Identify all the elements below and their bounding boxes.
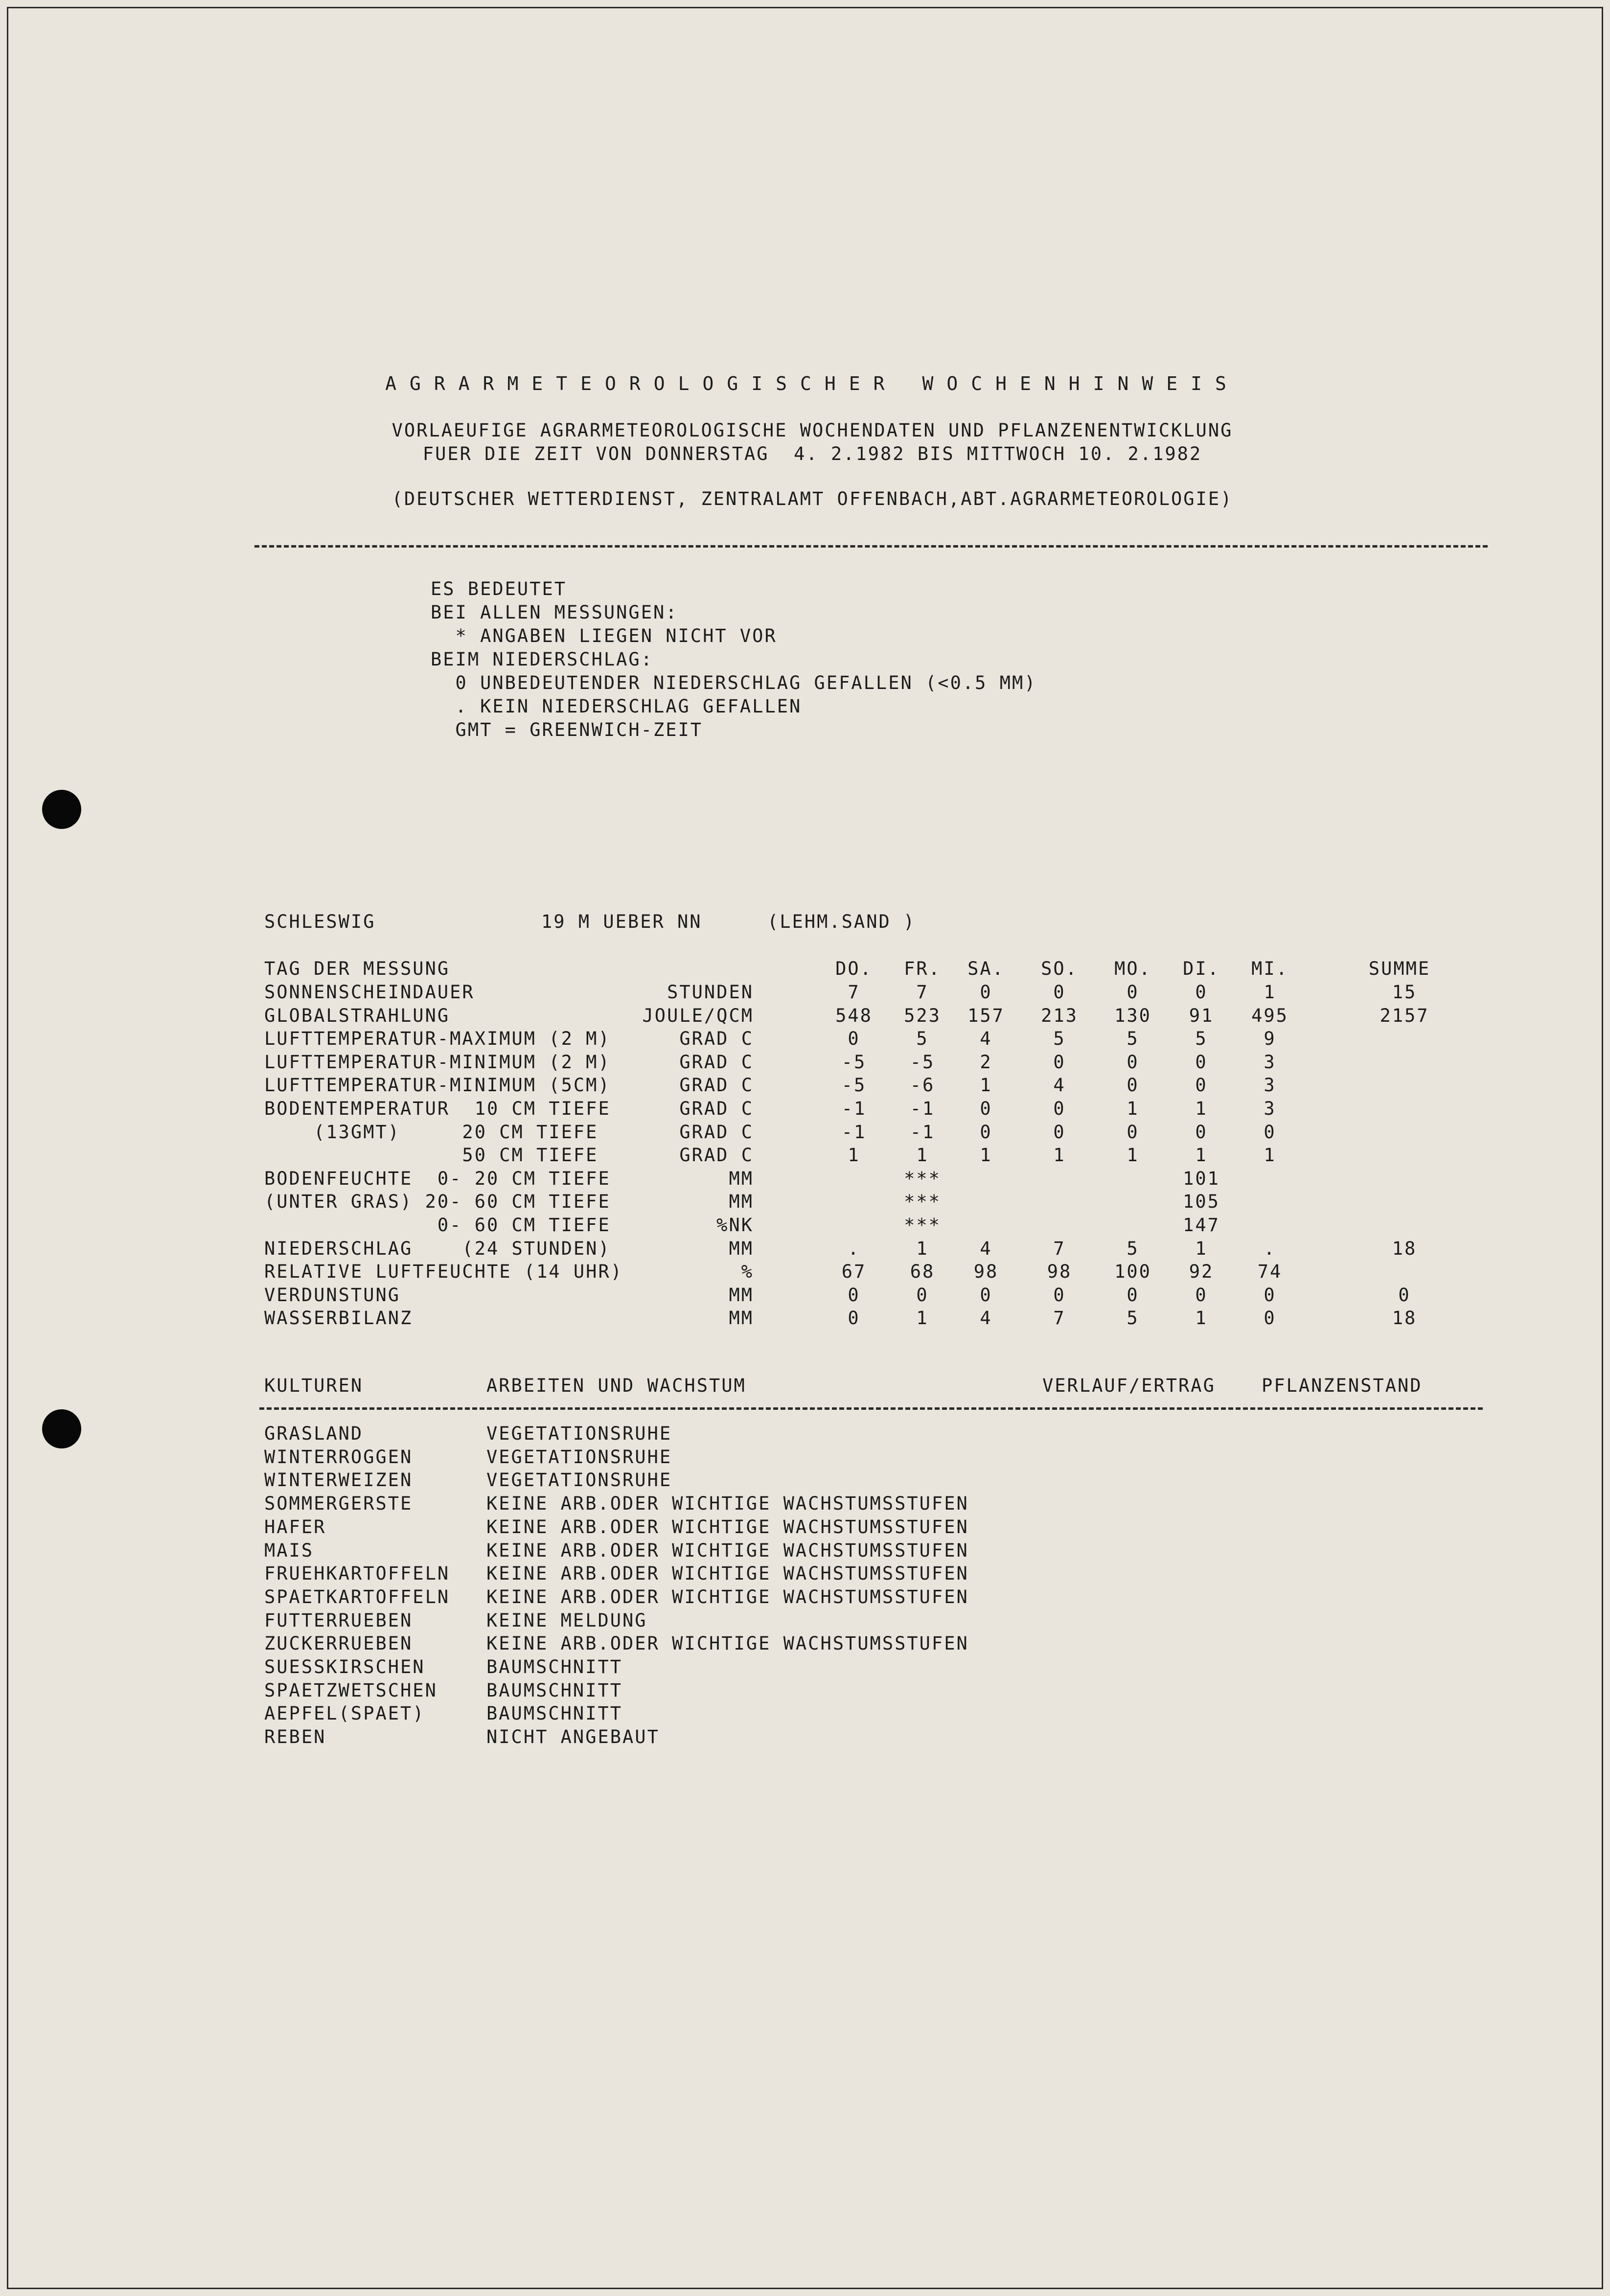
divider-crops — [259, 1407, 1483, 1410]
crop-status: KEINE ARB.ODER WICHTIGE WACHSTUMSSTUFEN — [486, 1586, 969, 1607]
table-cell: 1 — [980, 1145, 992, 1166]
table-cell: *** — [904, 1191, 941, 1213]
table-cell: 0 — [1127, 1121, 1139, 1143]
table-cell: -5 — [841, 1075, 867, 1096]
crop-status: NICHT ANGEBAUT — [486, 1726, 660, 1748]
crop-name: SPAETKARTOFFELN — [264, 1586, 450, 1607]
table-cell: -1 — [910, 1121, 935, 1143]
row-label: 0- 60 CM TIEFE — [264, 1215, 611, 1236]
table-cell: *** — [904, 1168, 941, 1189]
table-cell: . — [1264, 1238, 1276, 1259]
table-cell: 91 — [1189, 1005, 1214, 1026]
table-cell: 1 — [1195, 1098, 1208, 1119]
table-cell: 0 — [1053, 1098, 1066, 1119]
sum-header: SUMME — [1368, 958, 1431, 979]
row-unit: MM — [729, 1238, 754, 1259]
table-cell: 74 — [1257, 1261, 1283, 1283]
table-cell: 1 — [1195, 1238, 1208, 1259]
crops-header-stand: PFLANZENSTAND — [1262, 1375, 1423, 1396]
row-label: LUFTTEMPERATUR-MINIMUM (2 M) — [264, 1051, 611, 1073]
table-row — [0, 1260, 1610, 1284]
table-cell: 67 — [841, 1261, 867, 1283]
crop-name: HAFER — [264, 1516, 326, 1538]
legend-line: 0 UNBEDEUTENDER NIEDERSCHLAG GEFALLEN (<0.5 MM) — [431, 672, 1037, 693]
table-cell: 1 — [1264, 982, 1276, 1003]
table-cell: 130 — [1114, 1005, 1151, 1026]
table-cell: 4 — [980, 1028, 992, 1050]
table-cell: 101 — [1183, 1168, 1220, 1189]
table-cell: 92 — [1189, 1261, 1214, 1283]
legend-line: GMT = GREENWICH-ZEIT — [431, 719, 703, 740]
crops-header-kulturen: KULTUREN — [264, 1375, 364, 1396]
table-cell: 4 — [1053, 1075, 1066, 1096]
table-cell: 2 — [980, 1051, 992, 1073]
header-label: TAG DER MESSUNG — [264, 958, 450, 979]
crop-name: SUESSKIRSCHEN — [264, 1656, 425, 1677]
row-label: LUFTTEMPERATUR-MINIMUM (5CM) — [264, 1075, 611, 1096]
row-label: RELATIVE LUFTFEUCHTE (14 UHR) — [264, 1261, 623, 1283]
punch-hole-top — [42, 790, 81, 829]
table-row — [0, 1307, 1610, 1330]
crop-status: KEINE ARB.ODER WICHTIGE WACHSTUMSSTUFEN — [486, 1539, 969, 1561]
table-cell: 0 — [1127, 1051, 1139, 1073]
table-row — [0, 1190, 1610, 1214]
table-cell: 0 — [980, 1121, 992, 1143]
legend-line: * ANGABEN LIEGEN NICHT VOR — [431, 625, 777, 646]
crop-status: KEINE ARB.ODER WICHTIGE WACHSTUMSSTUFEN — [486, 1563, 969, 1584]
day-header: DO. — [835, 958, 873, 979]
date-range: FUER DIE ZEIT VON DONNERSTAG 4. 2.1982 BIS MITTWOCH 10. 2.1982 — [422, 443, 1202, 464]
table-header-row — [0, 957, 1610, 981]
document-subtitle: VORLAEUFIGE AGRARMETEOROLOGISCHE WOCHENDATEN UND PFLANZENENTWICKLUNG — [391, 420, 1233, 441]
table-cell: 3 — [1264, 1051, 1276, 1073]
table-cell: 3 — [1264, 1098, 1276, 1119]
table-cell: 0 — [1195, 1075, 1208, 1096]
row-unit: GRAD C — [679, 1098, 754, 1119]
row-unit: GRAD C — [679, 1051, 754, 1073]
table-cell: 1 — [848, 1145, 860, 1166]
table-row — [0, 1237, 1610, 1261]
table-cell: . — [848, 1238, 860, 1259]
row-label: VERDUNSTUNG — [264, 1284, 401, 1306]
row-unit: MM — [729, 1284, 754, 1306]
row-unit: MM — [729, 1308, 754, 1329]
table-cell: 0 — [1264, 1308, 1276, 1329]
source-line: (DEUTSCHER WETTERDIENST, ZENTRALAMT OFFENBACH,ABT.AGRARMETEOROLOGIE) — [391, 488, 1233, 509]
crop-name: ZUCKERRUEBEN — [264, 1633, 413, 1654]
table-cell: 1 — [1053, 1145, 1066, 1166]
table-cell: -1 — [841, 1098, 867, 1119]
sum-cell: 2157 — [1380, 1005, 1429, 1026]
table-cell: 7 — [1053, 1308, 1066, 1329]
crop-name: AEPFEL(SPAET) — [264, 1703, 425, 1724]
table-cell: -1 — [910, 1098, 935, 1119]
table-cell: 7 — [916, 982, 929, 1003]
table-cell: 98 — [1047, 1261, 1072, 1283]
table-cell: 98 — [973, 1261, 999, 1283]
table-row — [0, 1004, 1610, 1028]
table-cell: 0 — [1053, 1121, 1066, 1143]
punch-hole-bottom — [42, 1409, 81, 1448]
sum-cell: 18 — [1392, 1308, 1417, 1329]
crop-status: KEINE ARB.ODER WICHTIGE WACHSTUMSSTUFEN — [486, 1516, 969, 1538]
day-header: SA. — [967, 958, 1005, 979]
crop-status: KEINE MELDUNG — [486, 1609, 647, 1631]
table-cell: 7 — [1053, 1238, 1066, 1259]
crop-status: VEGETATIONSRUHE — [486, 1469, 672, 1491]
table-row — [0, 1051, 1610, 1074]
table-cell: 0 — [1264, 1284, 1276, 1306]
row-unit: MM — [729, 1168, 754, 1189]
crop-name: GRASLAND — [264, 1423, 364, 1444]
crop-status: KEINE ARB.ODER WICHTIGE WACHSTUMSSTUFEN — [486, 1493, 969, 1515]
table-cell: 0 — [1053, 1284, 1066, 1306]
crop-name: WINTERWEIZEN — [264, 1469, 413, 1491]
document-title: AGRARMETEOROLOGISCHER WOCHENHINWEIS — [385, 373, 1240, 394]
row-label: (13GMT) 20 CM TIEFE — [264, 1121, 598, 1143]
row-label: GLOBALSTRAHLUNG — [264, 1005, 450, 1026]
legend-line: BEIM NIEDERSCHLAG: — [431, 649, 653, 670]
table-cell: 1 — [1264, 1145, 1276, 1166]
day-header: DI. — [1183, 958, 1220, 979]
table-cell: 1 — [1195, 1145, 1208, 1166]
row-unit: % — [741, 1261, 754, 1283]
table-cell: 9 — [1264, 1028, 1276, 1050]
row-unit: STUNDEN — [667, 982, 754, 1003]
crop-status: BAUMSCHNITT — [486, 1703, 623, 1724]
table-row — [0, 1074, 1610, 1097]
table-row — [0, 1167, 1610, 1191]
table-cell: 4 — [980, 1308, 992, 1329]
table-cell: 105 — [1183, 1191, 1220, 1213]
legend-line: ES BEDEUTET — [431, 578, 567, 599]
table-cell: 0 — [1127, 1075, 1139, 1096]
table-cell: 5 — [1053, 1028, 1066, 1050]
table-cell: 5 — [1127, 1238, 1139, 1259]
table-row — [0, 1284, 1610, 1307]
station-soil: (LEHM.SAND ) — [767, 911, 916, 932]
table-cell: -5 — [841, 1051, 867, 1073]
crop-name: FUTTERRUEBEN — [264, 1609, 413, 1631]
table-cell: 0 — [1195, 1121, 1208, 1143]
row-label: BODENFEUCHTE 0- 20 CM TIEFE — [264, 1168, 611, 1189]
row-unit: MM — [729, 1191, 754, 1213]
table-cell: *** — [904, 1215, 941, 1236]
table-cell: -1 — [841, 1121, 867, 1143]
table-cell: 1 — [1127, 1145, 1139, 1166]
crop-status: VEGETATIONSRUHE — [486, 1446, 672, 1468]
station-name: SCHLESWIG — [264, 911, 376, 932]
crop-status: BAUMSCHNITT — [486, 1656, 623, 1677]
table-cell: 3 — [1264, 1075, 1276, 1096]
table-cell: 0 — [848, 1028, 860, 1050]
table-row — [0, 981, 1610, 1004]
table-cell: 495 — [1251, 1005, 1288, 1026]
row-label: (UNTER GRAS) 20- 60 CM TIEFE — [264, 1191, 611, 1213]
crops-header-verlauf: VERLAUF/ERTRAG — [1042, 1375, 1216, 1396]
table-cell: 0 — [1053, 1051, 1066, 1073]
row-label: LUFTTEMPERATUR-MAXIMUM (2 M) — [264, 1028, 611, 1050]
crops-header-arbeiten: ARBEITEN UND WACHSTUM — [486, 1375, 746, 1396]
crop-status: KEINE ARB.ODER WICHTIGE WACHSTUMSSTUFEN — [486, 1633, 969, 1654]
table-cell: 1 — [916, 1308, 929, 1329]
table-cell: 0 — [848, 1308, 860, 1329]
crop-status: VEGETATIONSRUHE — [486, 1423, 672, 1444]
table-cell: 548 — [835, 1005, 873, 1026]
table-cell: 0 — [980, 1284, 992, 1306]
table-cell: 5 — [916, 1028, 929, 1050]
table-cell: 0 — [1127, 982, 1139, 1003]
table-cell: 0 — [1264, 1121, 1276, 1143]
table-cell: 1 — [916, 1145, 929, 1166]
table-cell: 1 — [916, 1238, 929, 1259]
row-unit: JOULE/QCM — [642, 1005, 754, 1026]
legend-line: . KEIN NIEDERSCHLAG GEFALLEN — [431, 696, 802, 717]
row-unit: %NK — [716, 1215, 754, 1236]
table-cell: 213 — [1041, 1005, 1078, 1026]
table-cell: 0 — [980, 1098, 992, 1119]
crop-name: REBEN — [264, 1726, 326, 1748]
row-label: SONNENSCHEINDAUER — [264, 982, 475, 1003]
table-cell: 0 — [1053, 982, 1066, 1003]
table-cell: 523 — [904, 1005, 941, 1026]
day-header: MO. — [1114, 958, 1151, 979]
sum-cell: 15 — [1392, 982, 1417, 1003]
table-cell: 147 — [1183, 1215, 1220, 1236]
row-unit: GRAD C — [679, 1121, 754, 1143]
table-cell: 1 — [1127, 1098, 1139, 1119]
sum-cell: 0 — [1398, 1284, 1411, 1306]
divider-header — [254, 545, 1488, 548]
table-cell: 7 — [848, 982, 860, 1003]
table-cell: 100 — [1114, 1261, 1151, 1283]
row-label: BODENTEMPERATUR 10 CM TIEFE — [264, 1098, 611, 1119]
crop-name: SPAETZWETSCHEN — [264, 1679, 437, 1701]
table-cell: 4 — [980, 1238, 992, 1259]
table-row — [0, 1097, 1610, 1121]
table-cell: 68 — [910, 1261, 935, 1283]
day-header: MI. — [1251, 958, 1288, 979]
crop-name: MAIS — [264, 1539, 314, 1561]
crop-status: BAUMSCHNITT — [486, 1679, 623, 1701]
table-cell: 0 — [1127, 1284, 1139, 1306]
table-cell: 157 — [967, 1005, 1005, 1026]
table-row — [0, 1121, 1610, 1144]
table-cell: 0 — [916, 1284, 929, 1306]
crop-name: FRUEHKARTOFFELN — [264, 1563, 450, 1584]
row-unit: GRAD C — [679, 1145, 754, 1166]
row-unit: GRAD C — [679, 1028, 754, 1050]
table-cell: 0 — [980, 982, 992, 1003]
table-row — [0, 1027, 1610, 1051]
legend-line: BEI ALLEN MESSUNGEN: — [431, 602, 678, 623]
day-header: FR. — [904, 958, 941, 979]
table-row — [0, 1214, 1610, 1237]
table-cell: 1 — [1195, 1308, 1208, 1329]
table-cell: 1 — [980, 1075, 992, 1096]
table-cell: 0 — [1195, 1284, 1208, 1306]
table-cell: 5 — [1127, 1028, 1139, 1050]
table-row — [0, 1144, 1610, 1167]
row-label: NIEDERSCHLAG (24 STUNDEN) — [264, 1238, 611, 1259]
table-cell: 0 — [1195, 1051, 1208, 1073]
crop-name: WINTERROGGEN — [264, 1446, 413, 1468]
table-cell: -6 — [910, 1075, 935, 1096]
table-cell: 5 — [1195, 1028, 1208, 1050]
table-cell: 0 — [848, 1284, 860, 1306]
crop-name: SOMMERGERSTE — [264, 1493, 413, 1515]
row-unit: GRAD C — [679, 1075, 754, 1096]
day-header: SO. — [1041, 958, 1078, 979]
station-elevation: 19 M UEBER NN — [541, 911, 702, 932]
table-cell: 5 — [1127, 1308, 1139, 1329]
table-cell: 0 — [1195, 982, 1208, 1003]
sum-cell: 18 — [1392, 1238, 1417, 1259]
table-cell: -5 — [910, 1051, 935, 1073]
row-label: 50 CM TIEFE — [264, 1145, 598, 1166]
row-label: WASSERBILANZ — [264, 1308, 413, 1329]
